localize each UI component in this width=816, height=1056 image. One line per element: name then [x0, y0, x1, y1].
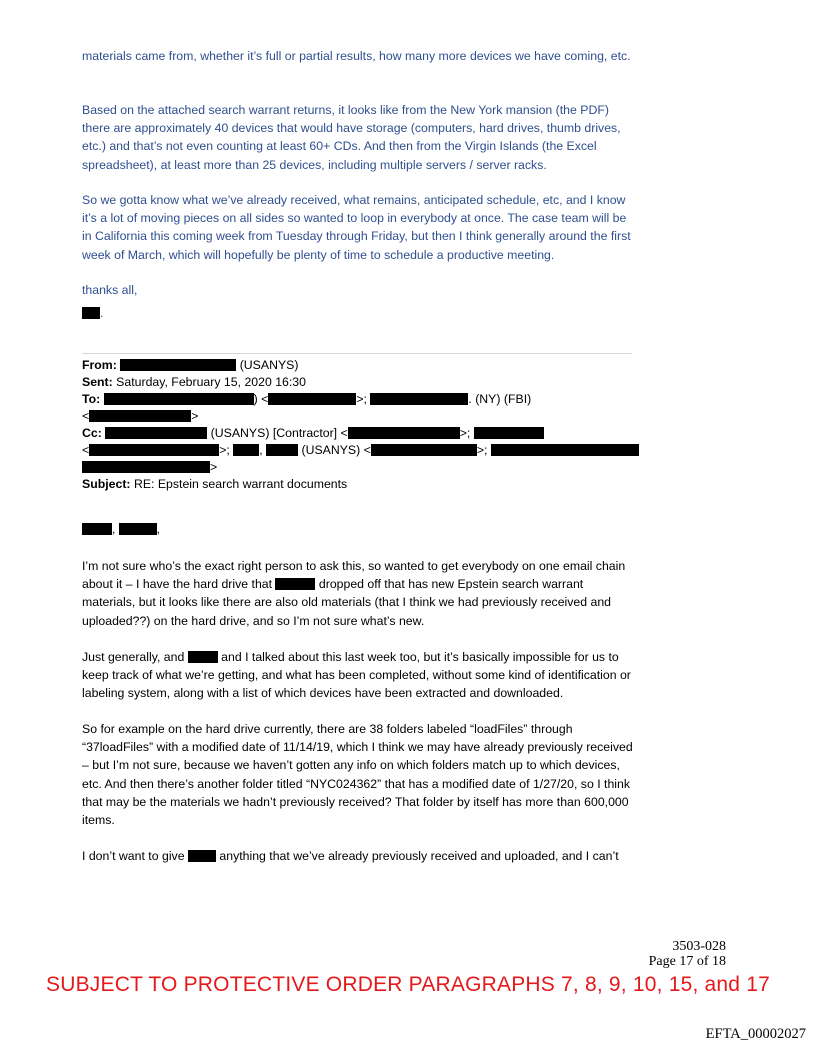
- original-paragraph-1: I’m not sure who’s the exact right person to ask this, so wanted to get everybody on one email chain about it – I have the hard drive that dropped off that has new Epstein search warrant materials, but it looks like there are also old materials (that I think we had previously received and uploaded??) on the hard drive, and so I’m not sure what’s new.: [82, 559, 626, 628]
- to-line-cont: < >: [82, 409, 199, 423]
- reply-paragraph-1: materials came from, whether it’s full or partial results, how many more devices we have coming, etc.: [82, 49, 631, 63]
- reply-paragraph-2: Based on the attached search warrant returns, it looks like from the New York mansion (the PDF) there are approximately 40 devices that would have storage (computers, hard drives, thumb drives, etc.) and that’s not even counting at least 60+ CDs. And then from the Virgin Islands (the Excel spreadsheet), at least more than 25 devices, including multiple servers / server racks.: [82, 103, 621, 172]
- to-line: To: ) < >; . (NY) (FBI): [82, 392, 532, 406]
- header-divider: [82, 353, 632, 354]
- original-paragraph-3: So for example on the hard drive currently, there are 38 folders labeled “loadFiles” through “37loadFiles” with a modified date of 11/14/19, which I think we may have already previously received – but I’m not sure, because we haven’t gotten any info on which folders match up to which devices, etc. And then there’s another folder titled “NYC024362” that has a modified date of 1/27/20, so I think that may be the materials we hadn’t previously received? That folder by itself has more than 600,000 items.: [82, 722, 633, 828]
- bates-number: EFTA_00002027: [705, 1026, 806, 1042]
- sent-line: Sent: Saturday, February 15, 2020 16:30: [82, 375, 306, 389]
- protective-order-notice: SUBJECT TO PROTECTIVE ORDER PARAGRAPHS 7, 8, 9, 10, 15, and 17: [46, 973, 770, 996]
- signature-redaction: .: [82, 304, 103, 322]
- greeting-redaction: , ,: [82, 522, 160, 536]
- original-paragraph-2: Just generally, and and I talked about this last week too, but it’s basically impossible for us to keep track of what we’re getting, and what has been completed, without some kind of identification or labeling system, along with a list of which devices have been extracted and downloaded.: [82, 650, 631, 701]
- original-paragraph-4: I don’t want to give anything that we’ve already previously received and uploaded, and I can’t: [82, 849, 619, 863]
- subject-line: Subject: RE: Epstein search warrant documents: [82, 477, 348, 491]
- cc-line-cont-2: >: [82, 459, 642, 476]
- reply-signoff: thanks all,: [82, 283, 138, 297]
- page-number: Page 17 of 18: [648, 954, 726, 969]
- cc-line: Cc: (USANYS) [Contractor] < >;: [82, 425, 642, 442]
- doc-number: 3503-028: [672, 939, 726, 954]
- from-line: From: (USANYS): [82, 358, 299, 372]
- cc-line-cont: < >; , (USANYS) < >;: [82, 442, 642, 459]
- reply-paragraph-3: So we gotta know what we’ve already received, what remains, anticipated schedule, etc, and I know it’s a lot of moving pieces on all sides so wanted to loop in everybody at once. The case team will be in California this coming week from Tuesday through Friday, but then I think generally around the first week of March, which will hopefully be plenty of time to schedule a productive meeting.: [82, 193, 631, 262]
